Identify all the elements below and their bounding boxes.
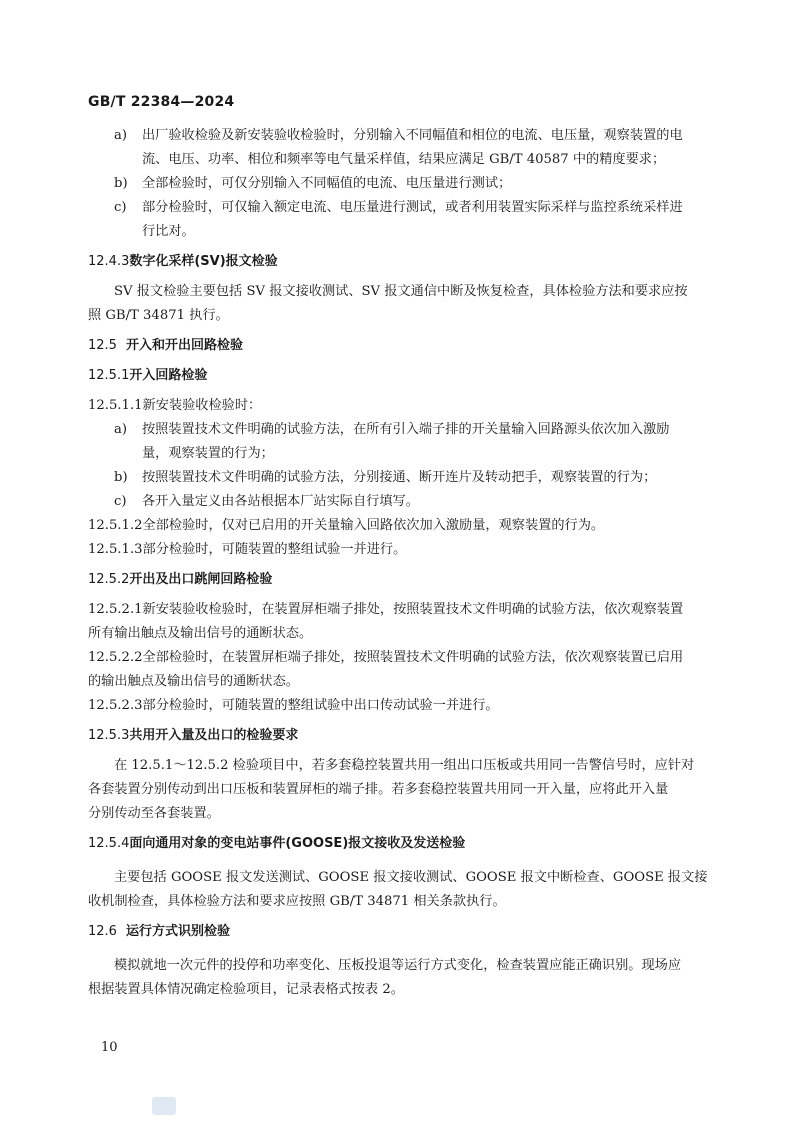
paragraph: 各套装置分别传动到出口压板和装置屏柜的端子排。若多套稳控装置共用同一开入量，应将此开入量 [88,782,669,797]
paragraph: 收机制检查，具体检验方法和要求应按照 GB/T 34871 相关条款执行。 [88,894,506,909]
list-item-c: c) 各开入量定义由各站根据本厂站实际自行填写。 [114,494,419,509]
clause-12-5-1-3: 12.5.1.3部分检验时，可随装置的整组试验一并进行。 [88,542,407,557]
list-item-b: b) 按照装置技术文件明确的试验方法，分别接通、断开连片及转动把手，观察装置的行为； [114,470,657,485]
list-item-b: b) 全部检验时，可仅分别输入不同幅值的电流、电压量进行测试； [114,176,512,191]
clause-12-5-1-1: 12.5.1.1新安装验收检验时： [88,398,262,413]
watermark-logo-icon [152,1097,176,1115]
paragraph: 照 GB/T 34871 执行。 [88,308,229,323]
paragraph: SV 报文检验主要包括 SV 报文接收测试、SV 报文通信中断及恢复检查，具体检验方法和要求应按 [114,284,688,299]
document-body [88,124,710,1002]
clause-12-5-2-3: 12.5.2.3部分检验时，可随装置的整组试验中出口传动试验一并进行。 [88,698,499,713]
paragraph: 主要包括 GOOSE 报文发送测试、GOOSE 报文接收测试、GOOSE 报文中断检查、GOOSE 报文接 [114,870,708,885]
clause-12-5-2-1-cont: 所有输出触点及输出信号的通断状态。 [88,626,313,641]
section-heading-12-5: 12.5 开入和开出回路检验 [88,338,244,353]
section-heading-12-5-4: 12.5.4面向通用对象的变电站事件(GOOSE)报文接收及发送检验 [88,836,466,851]
section-heading-12-5-2: 12.5.2开出及出口跳闸回路检验 [88,572,273,587]
section-heading-12-6: 12.6 运行方式识别检验 [88,924,231,939]
clause-12-5-2-2: 12.5.2.2全部检验时，在装置屏柜端子排处，按照装置技术文件明确的试验方法，依次观察装置已启用 [88,650,684,665]
section-heading-12-4-3: 12.4.3数字化采样(SV)报文检验 [88,254,278,269]
clause-12-5-2-1: 12.5.2.1新安装验收检验时，在装置屏柜端子排处，按照装置技术文件明确的试验方法，依次观察装置 [88,602,684,617]
paragraph: 模拟就地一次元件的投停和功率变化、压板投退等运行方式变化，检查装置应能正确识别。现场应 [114,958,682,973]
clause-12-5-1-2: 12.5.1.2全部检验时，仅对已启用的开关量输入回路依次加入激励量，观察装置的行为。 [88,518,605,533]
section-heading-12-5-1: 12.5.1开入回路检验 [88,368,208,383]
page-number: 10 [101,1040,118,1055]
paragraph: 根据装置具体情况确定检验项目，记录表格式按表 2。 [88,982,404,997]
section-heading-12-5-3: 12.5.3共用开入量及出口的检验要求 [88,728,299,743]
list-item-a: a) 出厂验收检验及新安装验收检验时，分别输入不同幅值和相位的电流、电压量，观察装置的电 流、电压、功率、相位和频率等电气量采样值，结果应满足 GB/T 40587 中的精度要求； [114,128,683,167]
list-item-a: a) 按照装置技术文件明确的试验方法，在所有引入端子排的开关量输入回路源头依次加入激励 量，观察装置的行为； [114,422,670,461]
paragraph: 分别传动至各套装置。 [88,806,220,821]
standard-header: GB/T 22384—2024 [88,94,235,110]
clause-12-5-2-2-cont: 的输出触点及输出信号的通断状态。 [88,674,299,689]
paragraph: 在 12.5.1～12.5.2 检验项目中，若多套稳控装置共用一组出口压板或共用同一告警信号时，应针对 [114,758,695,773]
list-item-c: c) 部分检验时，可仅输入额定电流、电压量进行测试，或者利用装置实际采样与监控系统采样进 行比对。 [114,200,683,239]
